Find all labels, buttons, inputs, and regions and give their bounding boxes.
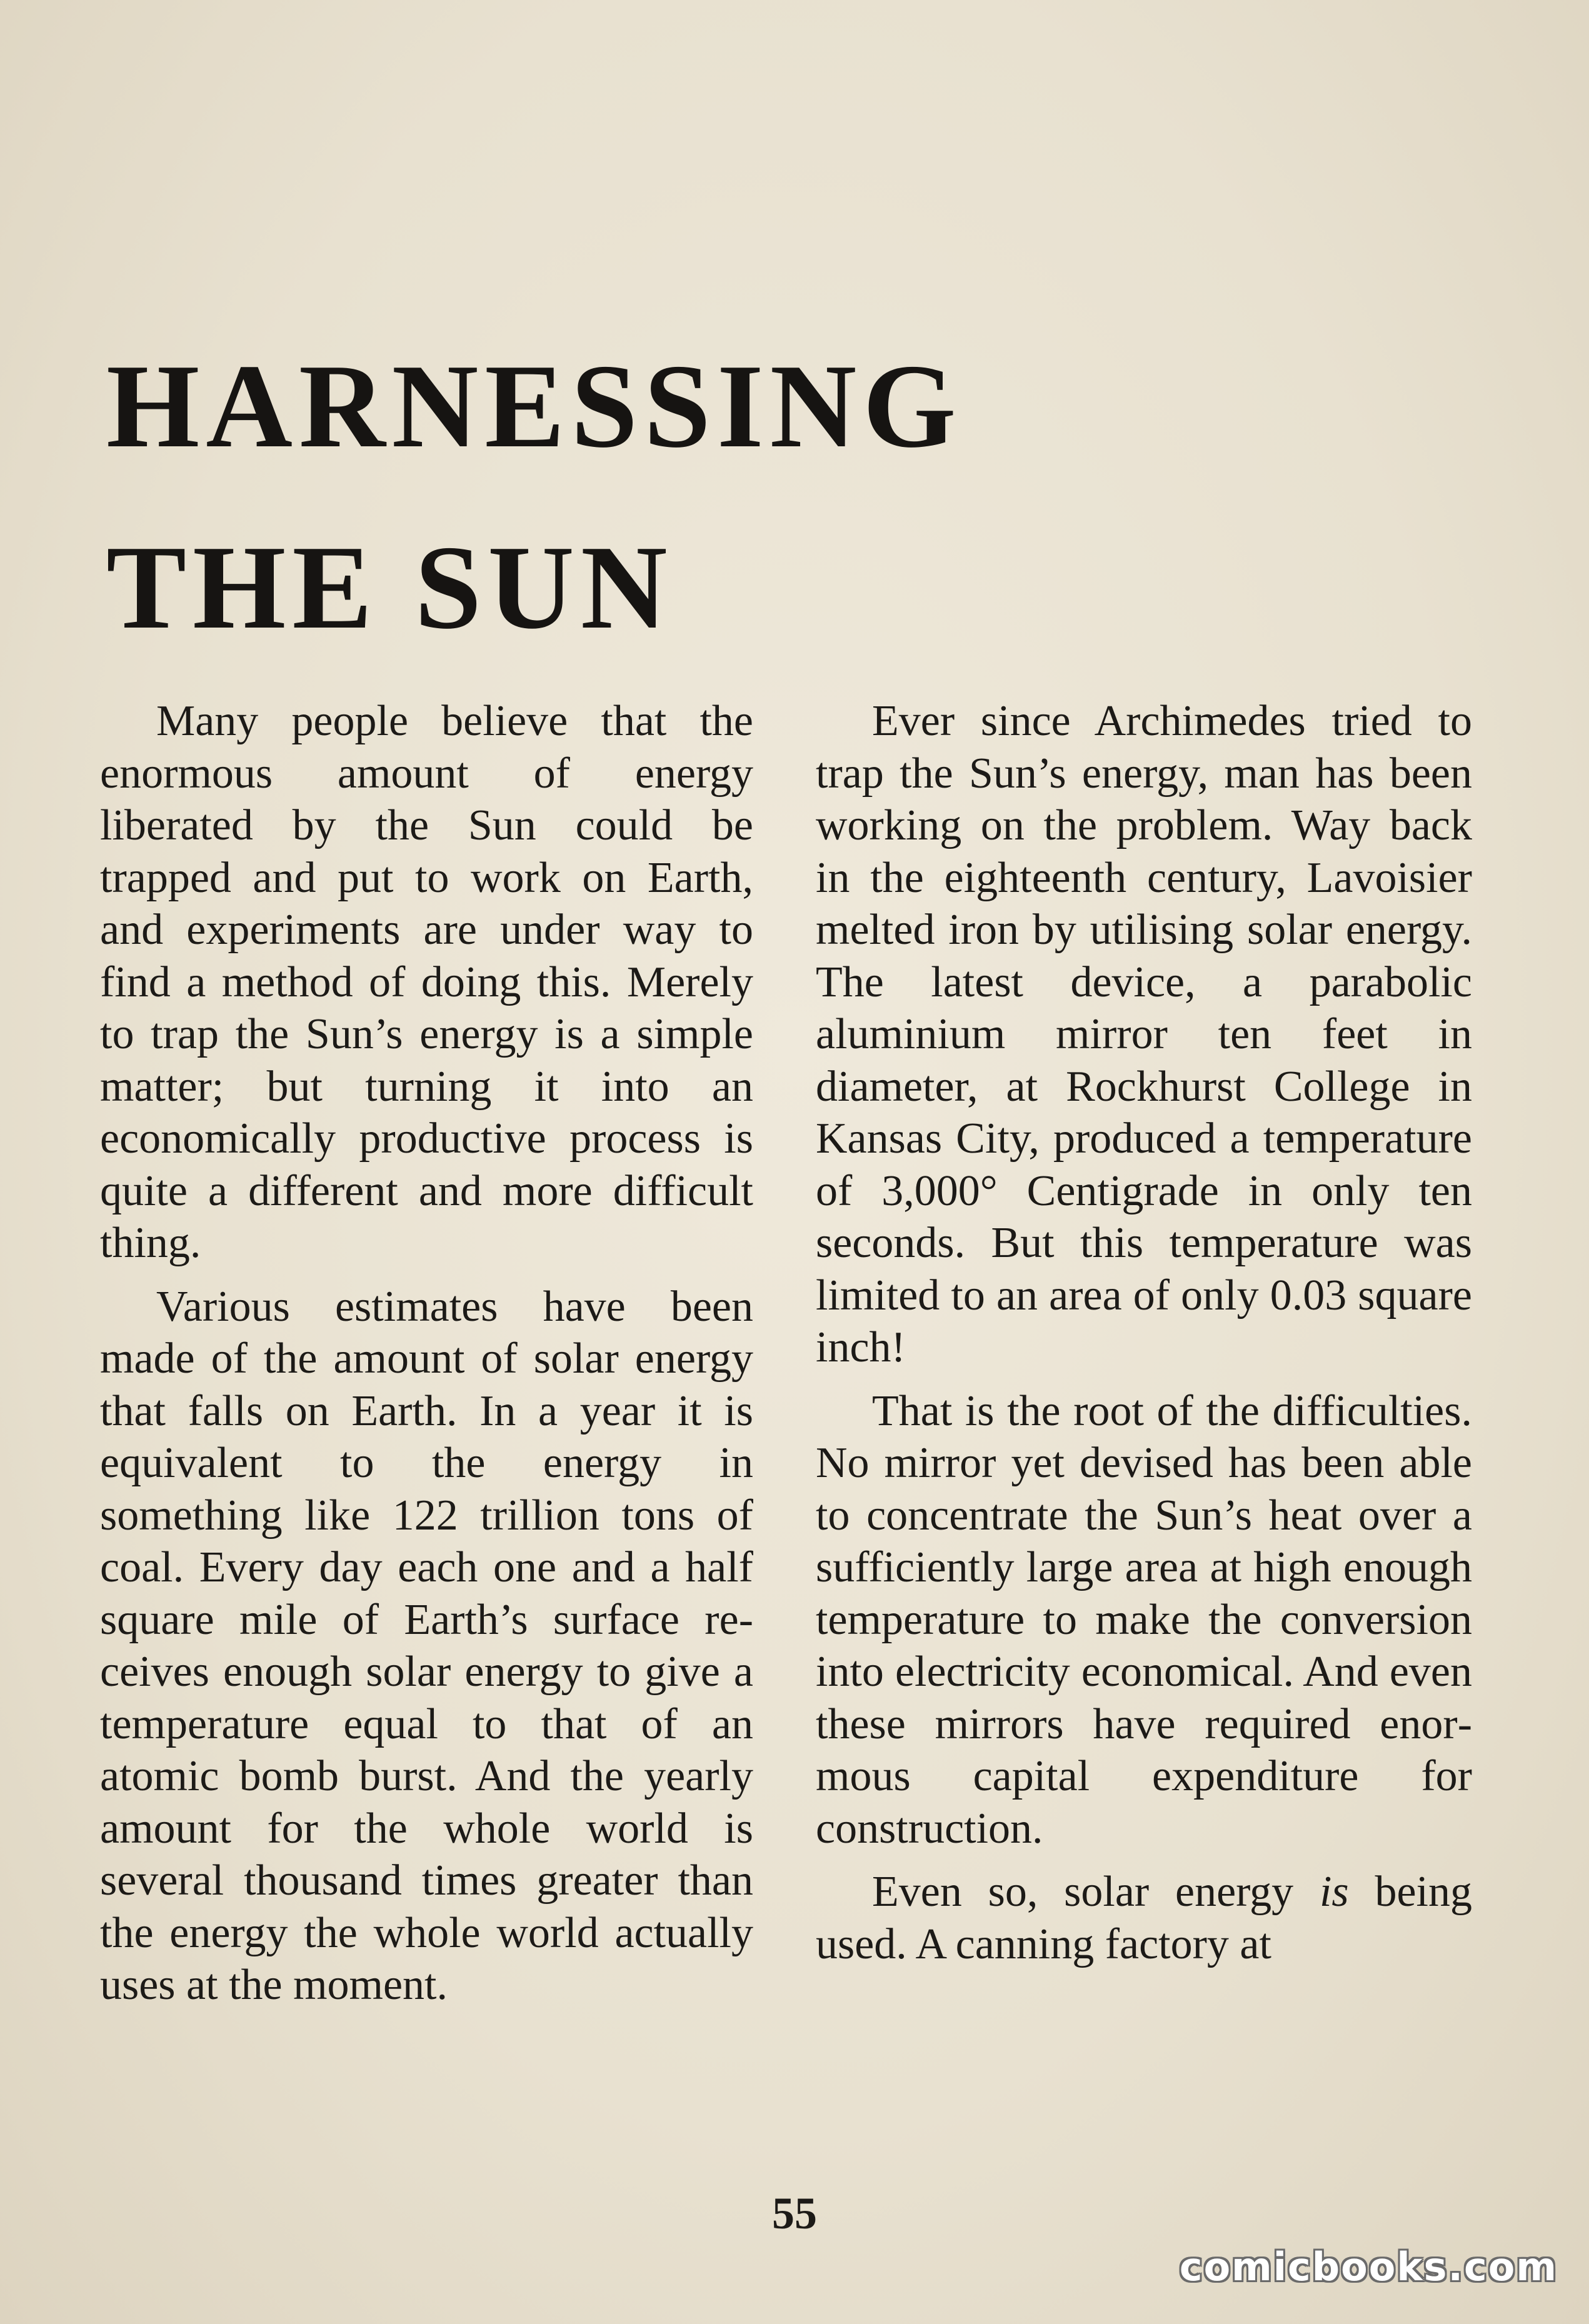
article-title (106, 316, 963, 678)
paragraph-5 (816, 1866, 1472, 1970)
paragraph-4: That is the root of the difficulties. No mirror yet devised has been able to concentrate the Sun’s heat over a sufficiently large area at high enough temperature to make the conversion into electricity economical. And even these mirrors have required enormous capital expenditure for construction. (816, 1386, 1472, 1853)
title-line-1: HARNESSING (106, 339, 963, 473)
paragraph-2: Various estimates have been made of the amount of solar energy that falls on Earth. In a year it is equivalent to the energy in something like 122 trillion tons of coal. Every day each one and a half square mile of Earth’s surface receives enough solar energy to give a temperature equal to that of an atomic bomb burst. And the yearly amount for the whole world is several thousand times greater than the energy the whole world actually uses at the moment. (100, 1282, 753, 2009)
left-column (100, 695, 753, 2023)
page-number: 55 (772, 2188, 817, 2238)
paragraph-1: Many people believe that the enormous amount of energy liberated by the Sun could be trapped and put to work on Earth, and experiments are under way to find a method of doing this. Merely to trap the Sun’s energy is a simple matter; but turning it into an economically productive process is quite a different and more difficult thing. (100, 697, 753, 1267)
title-line-2: THE SUN (106, 521, 674, 654)
right-column (816, 695, 1472, 1981)
paragraph-5-end: being used. A canning factory at (816, 1868, 1472, 1968)
paragraph-5-start: Even so, solar energy (872, 1868, 1320, 1916)
paragraph-3: Ever since Archimedes tried to trap the Sun’s energy, man has been working on the problem. Way back in the eighteenth century, Lavoisier melted iron by utilising solar energy. The latest device, a parabolic aluminium mirror ten feet in diameter, at Rockhurst College in Kansas City, produced a temperature of 3,000° Centigrade in only ten seconds. But this temperature was limited to an area of only 0.03 square inch! (816, 697, 1472, 1371)
paragraph-5-emphasis: is (1319, 1868, 1349, 1916)
site-watermark: comicbooks.com (1179, 2244, 1558, 2290)
